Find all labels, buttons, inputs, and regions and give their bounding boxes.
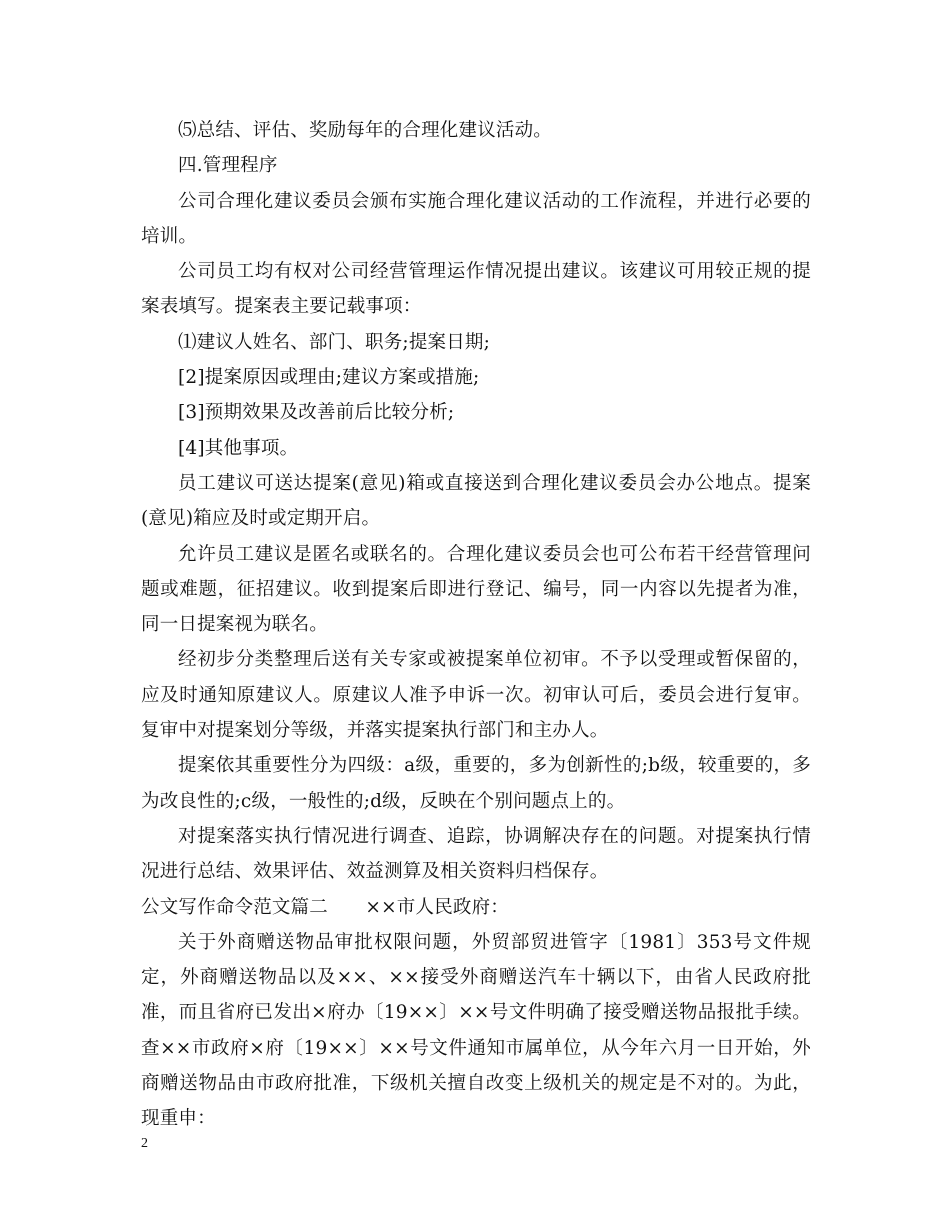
- paragraph: 允许员工建议是匿名或联名的。合理化建议委员会也可公布若干经营管理问题或难题，征招建议。收到提案后即进行登记、编号，同一内容以先提者为准，同一日提案视为联名。: [141, 543, 811, 636]
- section-heading: 四.管理程序: [178, 155, 278, 177]
- paragraph: 对提案落实执行情况进行调查、追踪，协调解决存在的问题。对提案执行情况进行总结、效果评估、效益测算及相关资料归档保存。: [141, 825, 811, 883]
- paragraph: 员工建议可送达提案(意见)箱或直接送到合理化建议委员会办公地点。提案(意见)箱应及时或定期开启。: [141, 472, 811, 530]
- paragraph: 公司合理化建议委员会颁布实施合理化建议活动的工作流程，并进行必要的培训。: [141, 190, 811, 247]
- list-item: [4]其他事项。: [178, 437, 299, 459]
- section-title: 公文写作命令范文篇二 ××市人民政府：: [141, 896, 510, 918]
- document-body: [141, 113, 811, 1137]
- list-item: [3]预期效果及改善前后比较分析;: [178, 402, 455, 424]
- list-item: ⑴建议人姓名、部门、职务;提案日期;: [178, 331, 491, 353]
- list-item: [2]提案原因或理由;建议方案或措施;: [178, 367, 480, 389]
- paragraph: 关于外商赠送物品审批权限问题，外贸部贸进管字〔1981〕353号文件规定，外商赠送物品以及××、××接受外商赠送汽车十辆以下，由省人民政府批准，而且省府已发出×府办〔19××〕××号文件明确了接受赠送物品报批手续。查××市政府×府〔19××〕××号文件通知市属单位，从今年六月一日开始，外商赠送物品由市政府批准，下级机关擅自改变上级机关的规定是不对的。为此，现重申：: [141, 931, 811, 1130]
- paragraph: ⑸总结、评估、奖励每年的合理化建议活动。: [178, 120, 553, 141]
- paragraph: 公司员工均有权对公司经营管理运作情况提出建议。该建议可用较正规的提案表填写。提案表主要记载事项：: [141, 261, 811, 318]
- page-number: 2: [141, 1136, 148, 1151]
- paragraph: 经初步分类整理后送有关专家或被提案单位初审。不予以受理或暂保留的，应及时通知原建议人。原建议人准予申诉一次。初审认可后，委员会进行复审。复审中对提案划分等级，并落实提案执行部门和主办人。: [141, 649, 811, 742]
- paragraph: 提案依其重要性分为四级：a级，重要的，多为创新性的;b级，较重要的，多为改良性的;c级，一般性的;d级，反映在个别问题点上的。: [141, 755, 811, 812]
